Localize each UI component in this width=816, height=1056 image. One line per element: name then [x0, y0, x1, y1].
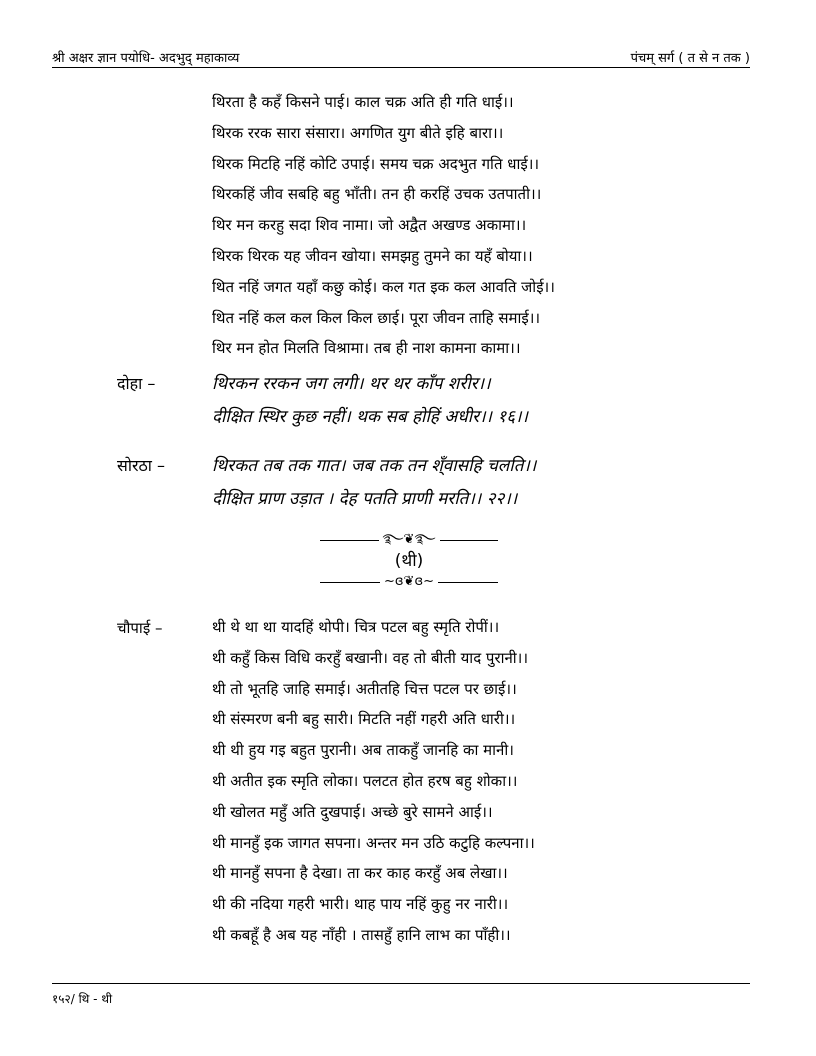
stanza-1: [212, 87, 652, 364]
footer-divider: [52, 983, 750, 984]
chaupai-stanza: [212, 612, 652, 951]
header-chapter: पंचम् सर्ग ( त से न तक ): [630, 51, 750, 66]
sortha-label: सोरठा –: [117, 456, 166, 475]
page-header: [52, 44, 750, 66]
verse-line: थी थे था था यादहिं थोपी। चित्र पटल बहु स्मृति रोपीं।।: [212, 618, 500, 636]
verse-line: थी तो भूतहि जाहि समाई। अतीतहि चित्त पटल पर छाई।।: [212, 679, 517, 698]
doha-line: दीक्षित स्थिर कुछ नहीं। थक सब होहिं अधीर।। १६।।: [212, 407, 528, 427]
ornament-divider-bottom: [320, 574, 498, 590]
doha-verse: [212, 368, 700, 434]
verse-line: थी अतीत इक स्मृति लोका। पलटत होत हरष बहु शोका।।: [212, 771, 518, 790]
verse-line: थिरकहिं जीव सबहि बहु भाँती। तन ही करहिं उचक उतपाती।।: [212, 185, 542, 204]
verse-line: थी थी हुय गइ बहुत पुरानी। अब ताकहुँ जानहि का मानी।: [212, 741, 514, 760]
flourish-icon: ࿐❦࿐: [382, 532, 436, 547]
header-divider: [52, 67, 750, 68]
ornament-divider-top: [320, 532, 498, 548]
verse-line: थित नहिं जगत यहाँ कछु कोई। कल गत इक कल आवति जोई।।: [212, 277, 555, 296]
sortha-verse: [212, 450, 700, 516]
verse-line: थी मानहुँ सपना है देखा। ता कर काह करहुँ अब लेखा।।: [212, 864, 508, 883]
verse-line: थी कहुँ किस विधि करहुँ बखानी। वह तो बीती याद पुरानी।।: [212, 648, 529, 667]
section-heading: [320, 532, 498, 590]
chaupai-label: चौपाई –: [117, 619, 163, 637]
header-book-title: श्री अक्षर ज्ञान पयोधि- अदभुद् महाकाव्य: [52, 51, 240, 66]
verse-line: थी की नदिया गहरी भारी। थाह पाय नहिं कुहु नर नारी।।: [212, 895, 509, 914]
verse-line: थिरक थिरक यह जीवन खोया। समझहु तुमने का यहँ बोया।।: [212, 246, 533, 265]
sortha-line: दीक्षित प्राण उड़ात । देह पतति प्राणी मरति।। २२।।: [212, 489, 518, 509]
verse-line: थिरक ररक सारा संसारा। अगणित युग बीते इहि बारा।।: [212, 123, 504, 142]
sortha-line: थिरकत तब तक गात। जब तक तन श्ँवासहि चलति।।: [212, 456, 537, 476]
verse-line: थित नहिं कल कल किल किल छाई। पूरा जीवन ताहि समाई।।: [212, 308, 541, 327]
verse-line: थी कबहूँ है अब यह नाँही । तासहुँ हानि लाभ का पाँही।।: [212, 925, 511, 944]
verse-line: थी संस्मरण बनी बहु सारी। मिटति नहीं गहरी अति धारी।।: [212, 710, 516, 729]
verse-line: थिर मन करहु सदा शिव नामा। जो अद्वैत अखण्ड अकामा।।: [212, 216, 527, 235]
doha-label: दोहा –: [117, 374, 156, 393]
verse-line: थिरता है कहँ किसने पाई। काल चक्र अति ही गति धाई।।: [212, 93, 514, 111]
doha-line: थिरकन ररकन जग लगी। थर थर काँप शरीर।।: [212, 374, 491, 394]
verse-line: थी खोलत महुँ अति दुखपाई। अच्छे बुरे सामने आई।।: [212, 802, 493, 821]
verse-line: थिर मन होत मिलति विश्रामा। तब ही नाश कामना कामा।।: [212, 339, 521, 358]
verse-line: थी मानहुँ इक जागत सपना। अन्तर मन उठि कटुहि कल्पना।।: [212, 833, 535, 852]
verse-line: थिरक मिटहि नहिं कोटि उपाई। समय चक्र अदभुत गति धाई।।: [212, 154, 540, 173]
page-number: १५२/ थि - थी: [52, 992, 113, 1006]
section-title: (थी): [394, 551, 424, 571]
flourish-icon: ~ɞ❦ɞ~: [384, 574, 434, 589]
